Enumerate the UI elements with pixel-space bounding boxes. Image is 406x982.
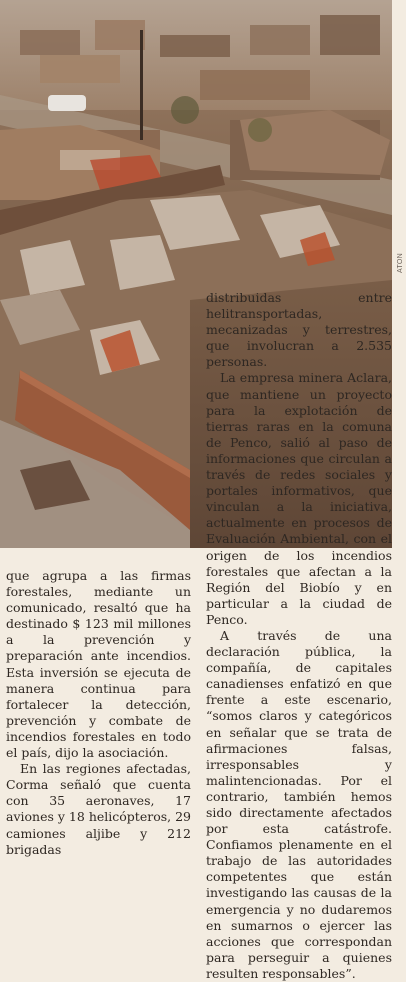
article-paragraph: que agrupa a las firmas forestales, mediante un comunicado, resaltó que ha destinado $ 123 mil millones a la prevención y preparación ante incendios. Esta inversión se ejecuta de manera continua para fortalecer la detección, prevención y combate de incendios forestales en todo el país, dijo la asociación. <box>6 568 191 761</box>
article-paragraph: En las regiones afectadas, Corma señaló que cuenta con 35 aeronaves, 17 aviones y 18 helicópteros, 29 camiones aljibe y 212 brigadas <box>6 761 191 857</box>
article-paragraph: distribuidas entre helitransportadas, mecanizadas y terrestres, que involucran a 2.535 personas. <box>206 290 392 370</box>
article-column-left <box>6 568 191 858</box>
photo-credit: ATON <box>397 253 404 273</box>
article-paragraph: A través de una declaración pública, la compañía, de capitales canadienses enfatizó en que frente a este escenario, “somos claros y categóricos en señalar que se trata de afirmaciones falsas, irresponsables y malintencionadas. Por el contrario, también hemos sido directamente afectados por esta catástrofe. Confiamos plenamente en el trabajo de las autoridades competentes que están investigando las causas de la emergencia y no dudaremos en sumarnos o ejercer las acciones que correspondan para perseguir a quienes resulten responsables”. <box>206 627 392 981</box>
article-paragraph: La empresa minera Aclara, que mantiene un proyecto para la explotación de tierras raras en la comuna de Penco, salió al paso de informaciones que circulan a través de redes sociales y portales informativos, que vinculan a la iniciativa, actualmente en procesos de Evaluación Ambiental, con el origen de los incendios forestales que afectan a la Región del Biobío y en particular a la ciudad de Penco. <box>206 370 392 627</box>
article-column-right <box>206 290 392 982</box>
